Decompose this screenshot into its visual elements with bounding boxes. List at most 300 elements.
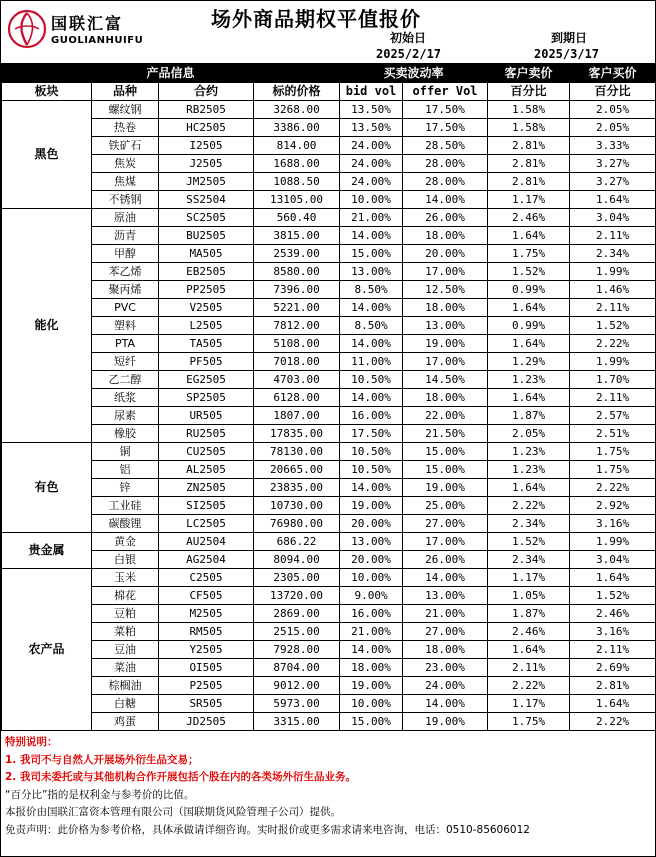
- buy-percent-cell: 1.64%: [570, 695, 656, 713]
- variety-cell: PVC: [92, 299, 159, 317]
- offer-vol-cell: 14.50%: [403, 371, 488, 389]
- bid-vol-cell: 21.00%: [340, 209, 403, 227]
- sell-percent-cell: 1.87%: [488, 605, 570, 623]
- sell-percent-cell: 2.34%: [488, 551, 570, 569]
- offer-vol-cell: 19.00%: [403, 479, 488, 497]
- table-row: [2, 533, 656, 551]
- table-row: [2, 659, 656, 677]
- group-header-row: [2, 65, 656, 83]
- sell-percent-cell: 2.81%: [488, 155, 570, 173]
- underlying-price-cell: 686.22: [254, 533, 340, 551]
- underlying-price-cell: 8094.00: [254, 551, 340, 569]
- buy-percent-cell: 2.11%: [570, 641, 656, 659]
- bid-vol-cell: 14.00%: [340, 227, 403, 245]
- volatility-header: 买卖波动率: [340, 65, 488, 83]
- offer-vol-cell: 19.00%: [403, 713, 488, 731]
- contract-cell: V2505: [159, 299, 254, 317]
- offer-vol-cell: 26.00%: [403, 209, 488, 227]
- col-sell-percent: 百分比: [488, 83, 570, 101]
- contract-cell: I2505: [159, 137, 254, 155]
- underlying-price-cell: 2305.00: [254, 569, 340, 587]
- underlying-price-cell: 5973.00: [254, 695, 340, 713]
- sell-percent-cell: 1.52%: [488, 263, 570, 281]
- buy-percent-cell: 3.27%: [570, 173, 656, 191]
- bid-vol-cell: 16.00%: [340, 407, 403, 425]
- sell-percent-cell: 1.23%: [488, 461, 570, 479]
- variety-cell: 纸浆: [92, 389, 159, 407]
- sell-percent-cell: 1.64%: [488, 227, 570, 245]
- bid-vol-cell: 14.00%: [340, 335, 403, 353]
- offer-vol-cell: 13.00%: [403, 317, 488, 335]
- sell-percent-cell: 1.29%: [488, 353, 570, 371]
- underlying-price-cell: 3386.00: [254, 119, 340, 137]
- table-row: [2, 407, 656, 425]
- quote-table: [1, 64, 656, 731]
- variety-cell: 工业硅: [92, 497, 159, 515]
- contract-cell: SS2504: [159, 191, 254, 209]
- variety-cell: 焦炭: [92, 155, 159, 173]
- underlying-price-cell: 8704.00: [254, 659, 340, 677]
- contract-cell: SP2505: [159, 389, 254, 407]
- client-sell-header: 客户卖价: [488, 65, 570, 83]
- sell-percent-cell: 2.81%: [488, 137, 570, 155]
- buy-percent-cell: 1.75%: [570, 443, 656, 461]
- bid-vol-cell: 8.50%: [340, 317, 403, 335]
- underlying-price-cell: 76980.00: [254, 515, 340, 533]
- table-row: [2, 335, 656, 353]
- contract-cell: AL2505: [159, 461, 254, 479]
- offer-vol-cell: 18.00%: [403, 299, 488, 317]
- variety-cell: 碳酸锂: [92, 515, 159, 533]
- notes-line-1: 1. 我司不与自然人开展场外衍生品交易；: [5, 753, 199, 766]
- contract-cell: RU2505: [159, 425, 254, 443]
- offer-vol-cell: 27.00%: [403, 623, 488, 641]
- buy-percent-cell: 1.46%: [570, 281, 656, 299]
- guolian-logo-icon: [7, 9, 47, 49]
- offer-vol-cell: 27.00%: [403, 515, 488, 533]
- buy-percent-cell: 2.81%: [570, 677, 656, 695]
- bid-vol-cell: 21.00%: [340, 623, 403, 641]
- bid-vol-cell: 15.00%: [340, 713, 403, 731]
- bid-vol-cell: 10.00%: [340, 695, 403, 713]
- offer-vol-cell: 17.50%: [403, 119, 488, 137]
- variety-cell: 白糖: [92, 695, 159, 713]
- sell-percent-cell: 1.17%: [488, 191, 570, 209]
- col-variety: 品种: [92, 83, 159, 101]
- buy-percent-cell: 1.52%: [570, 317, 656, 335]
- product-info-header: 产品信息: [2, 65, 340, 83]
- table-row: [2, 551, 656, 569]
- table-row: [2, 641, 656, 659]
- bid-vol-cell: 10.00%: [340, 191, 403, 209]
- buy-percent-cell: 2.22%: [570, 335, 656, 353]
- offer-vol-cell: 22.00%: [403, 407, 488, 425]
- bid-vol-cell: 13.00%: [340, 533, 403, 551]
- offer-vol-cell: 18.00%: [403, 641, 488, 659]
- sell-percent-cell: 1.52%: [488, 533, 570, 551]
- offer-vol-cell: 21.50%: [403, 425, 488, 443]
- sell-percent-cell: 1.64%: [488, 389, 570, 407]
- contract-cell: RB2505: [159, 101, 254, 119]
- table-row: [2, 191, 656, 209]
- underlying-price-cell: 2869.00: [254, 605, 340, 623]
- contract-cell: OI505: [159, 659, 254, 677]
- underlying-price-cell: 1807.00: [254, 407, 340, 425]
- buy-percent-cell: 1.70%: [570, 371, 656, 389]
- notes-line-4: 本报价由国联汇富资本管理有限公司（国联期货风险管理子公司）提供。: [5, 806, 341, 818]
- variety-cell: 菜粕: [92, 623, 159, 641]
- table-row: [2, 569, 656, 587]
- buy-percent-cell: 1.99%: [570, 353, 656, 371]
- sell-percent-cell: 2.22%: [488, 497, 570, 515]
- bid-vol-cell: 14.00%: [340, 479, 403, 497]
- underlying-price-cell: 3815.00: [254, 227, 340, 245]
- table-row: [2, 263, 656, 281]
- sell-percent-cell: 1.64%: [488, 479, 570, 497]
- bid-vol-cell: 14.00%: [340, 299, 403, 317]
- contract-cell: JM2505: [159, 173, 254, 191]
- sell-percent-cell: 1.64%: [488, 641, 570, 659]
- sell-percent-cell: 1.23%: [488, 443, 570, 461]
- variety-cell: 原油: [92, 209, 159, 227]
- buy-percent-cell: 1.99%: [570, 533, 656, 551]
- underlying-price-cell: 10730.00: [254, 497, 340, 515]
- contract-cell: JD2505: [159, 713, 254, 731]
- underlying-price-cell: 4703.00: [254, 371, 340, 389]
- underlying-price-cell: 17835.00: [254, 425, 340, 443]
- contract-cell: AG2504: [159, 551, 254, 569]
- contract-cell: PF505: [159, 353, 254, 371]
- buy-percent-cell: 3.16%: [570, 515, 656, 533]
- page-title: 场外商品期权平值报价: [211, 7, 421, 31]
- bid-vol-cell: 17.50%: [340, 425, 403, 443]
- sell-percent-cell: 1.58%: [488, 101, 570, 119]
- sector-cell: 农产品: [2, 569, 92, 731]
- bid-vol-cell: 13.00%: [340, 263, 403, 281]
- buy-percent-cell: 2.57%: [570, 407, 656, 425]
- bid-vol-cell: 19.00%: [340, 677, 403, 695]
- bid-vol-cell: 11.00%: [340, 353, 403, 371]
- bid-vol-cell: 15.00%: [340, 245, 403, 263]
- contract-cell: BU2505: [159, 227, 254, 245]
- table-row: [2, 461, 656, 479]
- start-date-label: 初始日: [390, 31, 427, 45]
- table-row: [2, 353, 656, 371]
- buy-percent-cell: 1.52%: [570, 587, 656, 605]
- table-row: [2, 281, 656, 299]
- notes-section: [1, 731, 655, 839]
- sell-percent-cell: 1.58%: [488, 119, 570, 137]
- underlying-price-cell: 78130.00: [254, 443, 340, 461]
- brand-name-cn: 国联汇富: [51, 14, 124, 33]
- offer-vol-cell: 14.00%: [403, 569, 488, 587]
- buy-percent-cell: 2.11%: [570, 299, 656, 317]
- variety-cell: 铝: [92, 461, 159, 479]
- underlying-price-cell: 23835.00: [254, 479, 340, 497]
- contract-cell: CF505: [159, 587, 254, 605]
- contract-cell: EG2505: [159, 371, 254, 389]
- col-sector: 板块: [2, 83, 92, 101]
- variety-cell: 焦煤: [92, 173, 159, 191]
- variety-cell: 棉花: [92, 587, 159, 605]
- underlying-price-cell: 20665.00: [254, 461, 340, 479]
- underlying-price-cell: 9012.00: [254, 677, 340, 695]
- table-row: [2, 137, 656, 155]
- underlying-price-cell: 814.00: [254, 137, 340, 155]
- col-buy-percent: 百分比: [570, 83, 656, 101]
- variety-cell: 橡胶: [92, 425, 159, 443]
- underlying-price-cell: 2515.00: [254, 623, 340, 641]
- sell-percent-cell: 1.64%: [488, 335, 570, 353]
- contract-cell: UR505: [159, 407, 254, 425]
- bid-vol-cell: 14.00%: [340, 389, 403, 407]
- sell-percent-cell: 2.22%: [488, 677, 570, 695]
- offer-vol-cell: 21.00%: [403, 605, 488, 623]
- underlying-price-cell: 5108.00: [254, 335, 340, 353]
- offer-vol-cell: 14.00%: [403, 191, 488, 209]
- table-row: [2, 119, 656, 137]
- offer-vol-cell: 18.00%: [403, 389, 488, 407]
- offer-vol-cell: 20.00%: [403, 245, 488, 263]
- bid-vol-cell: 24.00%: [340, 173, 403, 191]
- table-row: [2, 245, 656, 263]
- notes-line-2: 2. 我司未委托或与其他机构合作开展包括个股在内的各类场外衍生品业务。: [5, 771, 356, 783]
- underlying-price-cell: 560.40: [254, 209, 340, 227]
- buy-percent-cell: 2.11%: [570, 389, 656, 407]
- variety-cell: 白银: [92, 551, 159, 569]
- contract-cell: SI2505: [159, 497, 254, 515]
- contract-cell: PP2505: [159, 281, 254, 299]
- offer-vol-cell: 17.00%: [403, 353, 488, 371]
- table-row: [2, 695, 656, 713]
- contract-cell: L2505: [159, 317, 254, 335]
- sheet-header: [1, 1, 655, 64]
- offer-vol-cell: 28.00%: [403, 155, 488, 173]
- brand-name-en: GUOLIANHUIFU: [51, 35, 144, 46]
- table-row: [2, 623, 656, 641]
- buy-percent-cell: 2.34%: [570, 245, 656, 263]
- underlying-price-cell: 7812.00: [254, 317, 340, 335]
- notes-line-3: “百分比”指的是权利金与参考价的比值。: [5, 788, 195, 801]
- quote-table-body: [2, 101, 656, 731]
- offer-vol-cell: 18.00%: [403, 227, 488, 245]
- buy-percent-cell: 2.51%: [570, 425, 656, 443]
- offer-vol-cell: 28.50%: [403, 137, 488, 155]
- offer-vol-cell: 12.50%: [403, 281, 488, 299]
- table-row: [2, 389, 656, 407]
- buy-percent-cell: 1.75%: [570, 461, 656, 479]
- sell-percent-cell: 1.75%: [488, 245, 570, 263]
- buy-percent-cell: 3.04%: [570, 209, 656, 227]
- end-date-value: 2025/3/17: [534, 47, 600, 61]
- col-underlying-price: 标的价格: [254, 83, 340, 101]
- contract-cell: SR505: [159, 695, 254, 713]
- underlying-price-cell: 6128.00: [254, 389, 340, 407]
- sell-percent-cell: 2.46%: [488, 623, 570, 641]
- sector-cell: 能化: [2, 209, 92, 443]
- contract-cell: TA505: [159, 335, 254, 353]
- bid-vol-cell: 13.50%: [340, 101, 403, 119]
- bid-vol-cell: 8.50%: [340, 281, 403, 299]
- buy-percent-cell: 2.46%: [570, 605, 656, 623]
- bid-vol-cell: 24.00%: [340, 155, 403, 173]
- contract-cell: Y2505: [159, 641, 254, 659]
- sell-percent-cell: 1.17%: [488, 695, 570, 713]
- sell-percent-cell: 0.99%: [488, 281, 570, 299]
- offer-vol-cell: 17.50%: [403, 101, 488, 119]
- variety-cell: 热卷: [92, 119, 159, 137]
- offer-vol-cell: 25.00%: [403, 497, 488, 515]
- bid-vol-cell: 16.00%: [340, 605, 403, 623]
- underlying-price-cell: 5221.00: [254, 299, 340, 317]
- table-row: [2, 299, 656, 317]
- buy-percent-cell: 2.22%: [570, 479, 656, 497]
- buy-percent-cell: 2.05%: [570, 119, 656, 137]
- table-row: [2, 173, 656, 191]
- offer-vol-cell: 14.00%: [403, 695, 488, 713]
- contract-cell: ZN2505: [159, 479, 254, 497]
- offer-vol-cell: 24.00%: [403, 677, 488, 695]
- offer-vol-cell: 15.00%: [403, 443, 488, 461]
- contract-cell: CU2505: [159, 443, 254, 461]
- contract-cell: C2505: [159, 569, 254, 587]
- underlying-price-cell: 1088.50: [254, 173, 340, 191]
- offer-vol-cell: 28.00%: [403, 173, 488, 191]
- contract-cell: J2505: [159, 155, 254, 173]
- underlying-price-cell: 7396.00: [254, 281, 340, 299]
- buy-percent-cell: 1.64%: [570, 569, 656, 587]
- variety-cell: 塑料: [92, 317, 159, 335]
- contract-cell: MA505: [159, 245, 254, 263]
- bid-vol-cell: 18.00%: [340, 659, 403, 677]
- variety-cell: 聚丙烯: [92, 281, 159, 299]
- underlying-price-cell: 3315.00: [254, 713, 340, 731]
- col-bid-vol: bid vol: [340, 83, 403, 101]
- contract-cell: AU2504: [159, 533, 254, 551]
- sell-percent-cell: 2.81%: [488, 173, 570, 191]
- variety-cell: 玉米: [92, 569, 159, 587]
- offer-vol-cell: 19.00%: [403, 335, 488, 353]
- sell-percent-cell: 1.17%: [488, 569, 570, 587]
- sell-percent-cell: 1.75%: [488, 713, 570, 731]
- table-row: [2, 317, 656, 335]
- notes-heading: 特别说明：: [5, 736, 58, 748]
- variety-cell: 短纤: [92, 353, 159, 371]
- variety-cell: 沥青: [92, 227, 159, 245]
- underlying-price-cell: 13105.00: [254, 191, 340, 209]
- table-row: [2, 371, 656, 389]
- variety-cell: 螺纹钢: [92, 101, 159, 119]
- variety-cell: 苯乙烯: [92, 263, 159, 281]
- buy-percent-cell: 2.05%: [570, 101, 656, 119]
- offer-vol-cell: 17.00%: [403, 533, 488, 551]
- offer-vol-cell: 26.00%: [403, 551, 488, 569]
- table-row: [2, 677, 656, 695]
- offer-vol-cell: 23.00%: [403, 659, 488, 677]
- variety-cell: 铜: [92, 443, 159, 461]
- sell-percent-cell: 2.05%: [488, 425, 570, 443]
- table-row: [2, 587, 656, 605]
- bid-vol-cell: 10.50%: [340, 461, 403, 479]
- contract-cell: EB2505: [159, 263, 254, 281]
- variety-cell: 鸡蛋: [92, 713, 159, 731]
- variety-cell: 不锈钢: [92, 191, 159, 209]
- sector-cell: 黑色: [2, 101, 92, 209]
- bid-vol-cell: 20.00%: [340, 551, 403, 569]
- variety-cell: 菜油: [92, 659, 159, 677]
- sector-cell: 贵金属: [2, 533, 92, 569]
- bid-vol-cell: 19.00%: [340, 497, 403, 515]
- buy-percent-cell: 3.16%: [570, 623, 656, 641]
- sell-percent-cell: 1.64%: [488, 299, 570, 317]
- table-row: [2, 497, 656, 515]
- bid-vol-cell: 24.00%: [340, 137, 403, 155]
- table-row: [2, 605, 656, 623]
- bid-vol-cell: 10.50%: [340, 371, 403, 389]
- sell-percent-cell: 1.23%: [488, 371, 570, 389]
- contract-cell: M2505: [159, 605, 254, 623]
- col-contract: 合约: [159, 83, 254, 101]
- sell-percent-cell: 2.46%: [488, 209, 570, 227]
- start-date-value: 2025/2/17: [376, 47, 442, 61]
- bid-vol-cell: 10.00%: [340, 569, 403, 587]
- contract-cell: HC2505: [159, 119, 254, 137]
- contract-cell: SC2505: [159, 209, 254, 227]
- bid-vol-cell: 13.50%: [340, 119, 403, 137]
- sector-cell: 有色: [2, 443, 92, 533]
- variety-cell: 铁矿石: [92, 137, 159, 155]
- client-buy-header: 客户买价: [570, 65, 656, 83]
- column-header-row: [2, 83, 656, 101]
- underlying-price-cell: 7928.00: [254, 641, 340, 659]
- sell-percent-cell: 2.34%: [488, 515, 570, 533]
- variety-cell: 锌: [92, 479, 159, 497]
- underlying-price-cell: 3268.00: [254, 101, 340, 119]
- bid-vol-cell: 10.50%: [340, 443, 403, 461]
- sell-percent-cell: 2.11%: [488, 659, 570, 677]
- bid-vol-cell: 9.00%: [340, 587, 403, 605]
- underlying-price-cell: 7018.00: [254, 353, 340, 371]
- buy-percent-cell: 3.27%: [570, 155, 656, 173]
- contract-cell: LC2505: [159, 515, 254, 533]
- variety-cell: 尿素: [92, 407, 159, 425]
- table-row: [2, 101, 656, 119]
- contract-cell: P2505: [159, 677, 254, 695]
- end-date-label: 到期日: [551, 31, 588, 45]
- variety-cell: 甲醇: [92, 245, 159, 263]
- underlying-price-cell: 1688.00: [254, 155, 340, 173]
- offer-vol-cell: 13.00%: [403, 587, 488, 605]
- offer-vol-cell: 15.00%: [403, 461, 488, 479]
- buy-percent-cell: 2.92%: [570, 497, 656, 515]
- bid-vol-cell: 14.00%: [340, 641, 403, 659]
- col-offer-vol: offer Vol: [403, 83, 488, 101]
- table-row: [2, 713, 656, 731]
- sell-percent-cell: 1.05%: [488, 587, 570, 605]
- offer-vol-cell: 17.00%: [403, 263, 488, 281]
- table-row: [2, 515, 656, 533]
- variety-cell: 乙二醇: [92, 371, 159, 389]
- table-row: [2, 209, 656, 227]
- buy-percent-cell: 2.11%: [570, 227, 656, 245]
- buy-percent-cell: 1.99%: [570, 263, 656, 281]
- bid-vol-cell: 20.00%: [340, 515, 403, 533]
- underlying-price-cell: 2539.00: [254, 245, 340, 263]
- notes-line-5: 免责声明：此价格为参考价格，具体承做请详细咨询。实时报价或更多需求请来电咨询，电话：0510-85606012: [5, 823, 530, 836]
- variety-cell: 豆粕: [92, 605, 159, 623]
- variety-cell: PTA: [92, 335, 159, 353]
- table-row: [2, 479, 656, 497]
